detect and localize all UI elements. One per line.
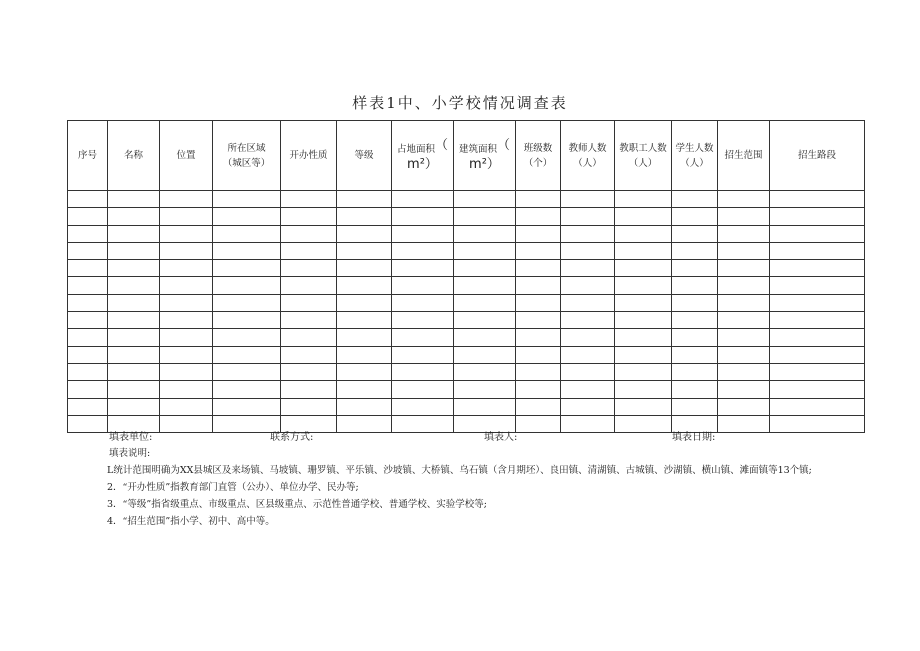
table-cell[interactable]	[672, 312, 718, 329]
table-cell[interactable]	[672, 329, 718, 346]
header-land-area: 占地面积（ m²）	[392, 121, 454, 191]
table-cell[interactable]	[160, 260, 213, 277]
table-cell[interactable]	[718, 191, 770, 208]
table-cell[interactable]	[281, 294, 337, 311]
table-cell[interactable]	[337, 329, 392, 346]
table-cell[interactable]	[160, 225, 213, 242]
table-cell[interactable]	[160, 415, 213, 432]
table-cell[interactable]	[516, 329, 561, 346]
table-cell[interactable]	[213, 398, 281, 415]
table-cell[interactable]	[213, 294, 281, 311]
table-cell[interactable]	[337, 398, 392, 415]
table-row	[68, 346, 865, 363]
header-building-area: 建筑面积（ m²）	[454, 121, 516, 191]
table-cell[interactable]	[392, 363, 454, 380]
header-teacher-count: 教师人数 （人）	[561, 121, 615, 191]
table-cell[interactable]	[68, 312, 108, 329]
table-cell[interactable]	[718, 260, 770, 277]
table-cell[interactable]	[770, 208, 865, 225]
table-row	[68, 312, 865, 329]
table-cell[interactable]	[770, 277, 865, 294]
table-cell[interactable]	[718, 381, 770, 398]
table-cell[interactable]	[615, 225, 672, 242]
form-title: 样表1中、小学校情况调查表	[352, 94, 568, 112]
table-cell[interactable]	[281, 242, 337, 259]
table-cell[interactable]	[454, 312, 516, 329]
table-cell[interactable]	[672, 294, 718, 311]
table-cell[interactable]	[213, 191, 281, 208]
table-row	[68, 277, 865, 294]
table-cell[interactable]	[392, 260, 454, 277]
table-cell[interactable]	[770, 346, 865, 363]
table-row	[68, 208, 865, 225]
table-cell[interactable]	[68, 277, 108, 294]
table-cell[interactable]	[718, 225, 770, 242]
table-cell[interactable]	[68, 415, 108, 432]
table-cell[interactable]	[281, 346, 337, 363]
table-cell[interactable]	[770, 260, 865, 277]
table-cell[interactable]	[108, 398, 160, 415]
table-cell[interactable]	[281, 208, 337, 225]
table-cell[interactable]	[281, 260, 337, 277]
table-cell[interactable]	[672, 208, 718, 225]
table-cell[interactable]	[561, 398, 615, 415]
table-cell[interactable]	[718, 346, 770, 363]
table-cell[interactable]	[108, 381, 160, 398]
table-cell[interactable]	[337, 415, 392, 432]
table-cell[interactable]	[68, 294, 108, 311]
table-cell[interactable]	[770, 329, 865, 346]
table-cell[interactable]	[516, 415, 561, 432]
table-cell[interactable]	[160, 363, 213, 380]
table-cell[interactable]	[68, 346, 108, 363]
header-serial: 序号	[68, 121, 108, 191]
table-cell[interactable]	[160, 242, 213, 259]
table-cell[interactable]	[672, 277, 718, 294]
table-cell[interactable]	[454, 260, 516, 277]
table-cell[interactable]	[160, 312, 213, 329]
table-cell[interactable]	[337, 208, 392, 225]
table-cell[interactable]	[281, 191, 337, 208]
table-cell[interactable]	[108, 363, 160, 380]
table-cell[interactable]	[108, 312, 160, 329]
filler-label: 填表人:	[484, 432, 518, 443]
header-name: 名称	[108, 121, 160, 191]
table-cell[interactable]	[672, 363, 718, 380]
table-row	[68, 294, 865, 311]
table-cell[interactable]	[718, 398, 770, 415]
table-cell[interactable]	[454, 191, 516, 208]
table-cell[interactable]	[615, 398, 672, 415]
table-cell[interactable]	[561, 208, 615, 225]
table-cell[interactable]	[672, 260, 718, 277]
table-cell[interactable]	[615, 329, 672, 346]
table-cell[interactable]	[213, 312, 281, 329]
table-cell[interactable]	[516, 294, 561, 311]
table-cell[interactable]	[561, 277, 615, 294]
table-cell[interactable]	[454, 346, 516, 363]
table-cell[interactable]	[561, 312, 615, 329]
header-enroll-streets: 招生路段	[770, 121, 865, 191]
table-cell[interactable]	[718, 294, 770, 311]
table-cell[interactable]	[337, 191, 392, 208]
table-cell[interactable]	[516, 225, 561, 242]
table-cell[interactable]	[561, 294, 615, 311]
table-cell[interactable]	[160, 208, 213, 225]
table-row	[68, 260, 865, 277]
table-cell[interactable]	[392, 294, 454, 311]
table-cell[interactable]	[160, 398, 213, 415]
table-cell[interactable]	[516, 242, 561, 259]
table-cell[interactable]	[561, 381, 615, 398]
table-cell[interactable]	[337, 260, 392, 277]
table-cell[interactable]	[68, 260, 108, 277]
table-cell[interactable]	[561, 363, 615, 380]
table-body	[68, 191, 865, 433]
table-cell[interactable]	[718, 415, 770, 432]
table-cell[interactable]	[281, 277, 337, 294]
table-cell[interactable]	[213, 260, 281, 277]
fill-unit-label: 填表单位:	[109, 432, 153, 443]
table-cell[interactable]	[561, 415, 615, 432]
table-cell[interactable]	[516, 208, 561, 225]
table-cell[interactable]	[672, 225, 718, 242]
table-cell[interactable]	[718, 312, 770, 329]
table-cell[interactable]	[337, 294, 392, 311]
table-cell[interactable]	[454, 398, 516, 415]
table-cell[interactable]	[108, 329, 160, 346]
header-student-count: 学生人数 （人）	[672, 121, 718, 191]
table-cell[interactable]	[337, 381, 392, 398]
table-cell[interactable]	[68, 208, 108, 225]
table-cell[interactable]	[770, 398, 865, 415]
table-cell[interactable]	[516, 191, 561, 208]
table-cell[interactable]	[213, 329, 281, 346]
table-row	[68, 398, 865, 415]
table-cell[interactable]	[337, 363, 392, 380]
table-row	[68, 191, 865, 208]
table-cell[interactable]	[672, 346, 718, 363]
table-cell[interactable]	[392, 346, 454, 363]
table-cell[interactable]	[337, 312, 392, 329]
note-item: 3．“等级”指省级重点、市级重点、区县级重点、示范性普通学校、普通学校、实验学校等;	[107, 499, 487, 510]
table-cell[interactable]	[337, 277, 392, 294]
header-row	[68, 121, 865, 191]
table-cell[interactable]	[392, 277, 454, 294]
table-cell[interactable]	[281, 312, 337, 329]
table-cell[interactable]	[281, 329, 337, 346]
table-cell[interactable]	[337, 225, 392, 242]
table-cell[interactable]	[561, 346, 615, 363]
table-cell[interactable]	[68, 191, 108, 208]
table-cell[interactable]	[770, 381, 865, 398]
table-cell[interactable]	[160, 294, 213, 311]
table-cell[interactable]	[615, 208, 672, 225]
table-cell[interactable]	[68, 381, 108, 398]
header-grade: 等级	[337, 121, 392, 191]
table-cell[interactable]	[454, 277, 516, 294]
contact-label: 联系方式:	[270, 432, 314, 443]
table-row	[68, 329, 865, 346]
table-cell[interactable]	[454, 329, 516, 346]
table-row	[68, 381, 865, 398]
table-cell[interactable]	[454, 225, 516, 242]
header-enroll-scope: 招生范围	[718, 121, 770, 191]
table-cell[interactable]	[68, 242, 108, 259]
table-cell[interactable]	[516, 260, 561, 277]
survey-table	[67, 120, 865, 433]
header-staff-count: 教职工人数 （人）	[615, 121, 672, 191]
table-cell[interactable]	[516, 363, 561, 380]
table-cell[interactable]	[770, 363, 865, 380]
table-cell[interactable]	[281, 381, 337, 398]
table-cell[interactable]	[672, 191, 718, 208]
table-cell[interactable]	[108, 346, 160, 363]
table-cell[interactable]	[160, 329, 213, 346]
table-cell[interactable]	[392, 398, 454, 415]
header-nature: 开办性质	[281, 121, 337, 191]
table-cell[interactable]	[516, 277, 561, 294]
table-cell[interactable]	[108, 208, 160, 225]
note-item: 2．“开办性质”指教育部门直管（公办）、单位办学、民办等;	[107, 482, 359, 493]
table-cell[interactable]	[615, 242, 672, 259]
table-cell[interactable]	[392, 312, 454, 329]
table-cell[interactable]	[160, 191, 213, 208]
table-cell[interactable]	[160, 381, 213, 398]
table-cell[interactable]	[615, 415, 672, 432]
table-cell[interactable]	[392, 329, 454, 346]
table-cell[interactable]	[108, 225, 160, 242]
table-cell[interactable]	[68, 398, 108, 415]
table-cell[interactable]	[108, 260, 160, 277]
fill-date-label: 填表日期:	[672, 432, 716, 443]
table-cell[interactable]	[516, 381, 561, 398]
table-cell[interactable]	[108, 191, 160, 208]
table-cell[interactable]	[213, 277, 281, 294]
table-cell[interactable]	[108, 277, 160, 294]
table-cell[interactable]	[337, 242, 392, 259]
table-cell[interactable]	[108, 242, 160, 259]
table-cell[interactable]	[392, 415, 454, 432]
table-cell[interactable]	[770, 191, 865, 208]
table-cell[interactable]	[615, 191, 672, 208]
notes-heading: 填表说明:	[109, 448, 151, 459]
table-cell[interactable]	[770, 294, 865, 311]
table-row	[68, 225, 865, 242]
table-cell[interactable]	[213, 346, 281, 363]
table-cell[interactable]	[213, 225, 281, 242]
table-cell[interactable]	[281, 363, 337, 380]
table-cell[interactable]	[213, 381, 281, 398]
table-cell[interactable]	[718, 277, 770, 294]
table-cell[interactable]	[454, 208, 516, 225]
table-cell[interactable]	[561, 225, 615, 242]
table-cell[interactable]	[281, 225, 337, 242]
table-cell[interactable]	[672, 242, 718, 259]
table-cell[interactable]	[392, 381, 454, 398]
note-item: 4．“招生范围”指小学、初中、高中等。	[107, 516, 275, 527]
table-cell[interactable]	[213, 363, 281, 380]
table-cell[interactable]	[615, 312, 672, 329]
table-cell[interactable]	[561, 260, 615, 277]
table-cell[interactable]	[160, 277, 213, 294]
table-cell[interactable]	[392, 208, 454, 225]
table-cell[interactable]	[213, 242, 281, 259]
table-row	[68, 415, 865, 432]
table-cell[interactable]	[561, 329, 615, 346]
table-cell[interactable]	[718, 363, 770, 380]
table-cell[interactable]	[770, 312, 865, 329]
table-cell[interactable]	[68, 329, 108, 346]
table-cell[interactable]	[615, 346, 672, 363]
table-cell[interactable]	[68, 225, 108, 242]
table-cell[interactable]	[160, 346, 213, 363]
table-cell[interactable]	[108, 294, 160, 311]
header-location: 位置	[160, 121, 213, 191]
table-cell[interactable]	[615, 260, 672, 277]
table-cell[interactable]	[516, 346, 561, 363]
table-cell[interactable]	[68, 363, 108, 380]
table-cell[interactable]	[672, 398, 718, 415]
table-cell[interactable]	[454, 294, 516, 311]
table-cell[interactable]	[454, 381, 516, 398]
table-cell[interactable]	[770, 225, 865, 242]
table-cell[interactable]	[213, 208, 281, 225]
table-cell[interactable]	[615, 381, 672, 398]
table-cell[interactable]	[615, 277, 672, 294]
table-cell[interactable]	[770, 415, 865, 432]
table-cell[interactable]	[718, 208, 770, 225]
table-cell[interactable]	[281, 398, 337, 415]
table-cell[interactable]	[392, 191, 454, 208]
table-cell[interactable]	[392, 225, 454, 242]
table-row	[68, 242, 865, 259]
table-row	[68, 363, 865, 380]
table-cell[interactable]	[718, 242, 770, 259]
table-cell[interactable]	[672, 381, 718, 398]
table-cell[interactable]	[561, 191, 615, 208]
header-class-count: 班级数 （个）	[516, 121, 561, 191]
table-cell[interactable]	[516, 312, 561, 329]
table-cell[interactable]	[615, 363, 672, 380]
table-cell[interactable]	[718, 329, 770, 346]
table-cell[interactable]	[337, 346, 392, 363]
table-cell[interactable]	[770, 242, 865, 259]
header-area: 所在区域 （城区等）	[213, 121, 281, 191]
table-cell[interactable]	[392, 242, 454, 259]
table-cell[interactable]	[615, 294, 672, 311]
table-cell[interactable]	[454, 363, 516, 380]
table-cell[interactable]	[516, 398, 561, 415]
table-cell[interactable]	[454, 242, 516, 259]
note-item: L统计范围明确为XX县城区及来场镇、马坡镇、珊罗镇、平乐镇、沙坡镇、大桥镇、乌石镇（含月期坯）、良田镇、清湖镇、古城镇、沙湖镇、横山镇、滩面镇等13个镇;	[107, 465, 812, 476]
table-cell[interactable]	[561, 242, 615, 259]
